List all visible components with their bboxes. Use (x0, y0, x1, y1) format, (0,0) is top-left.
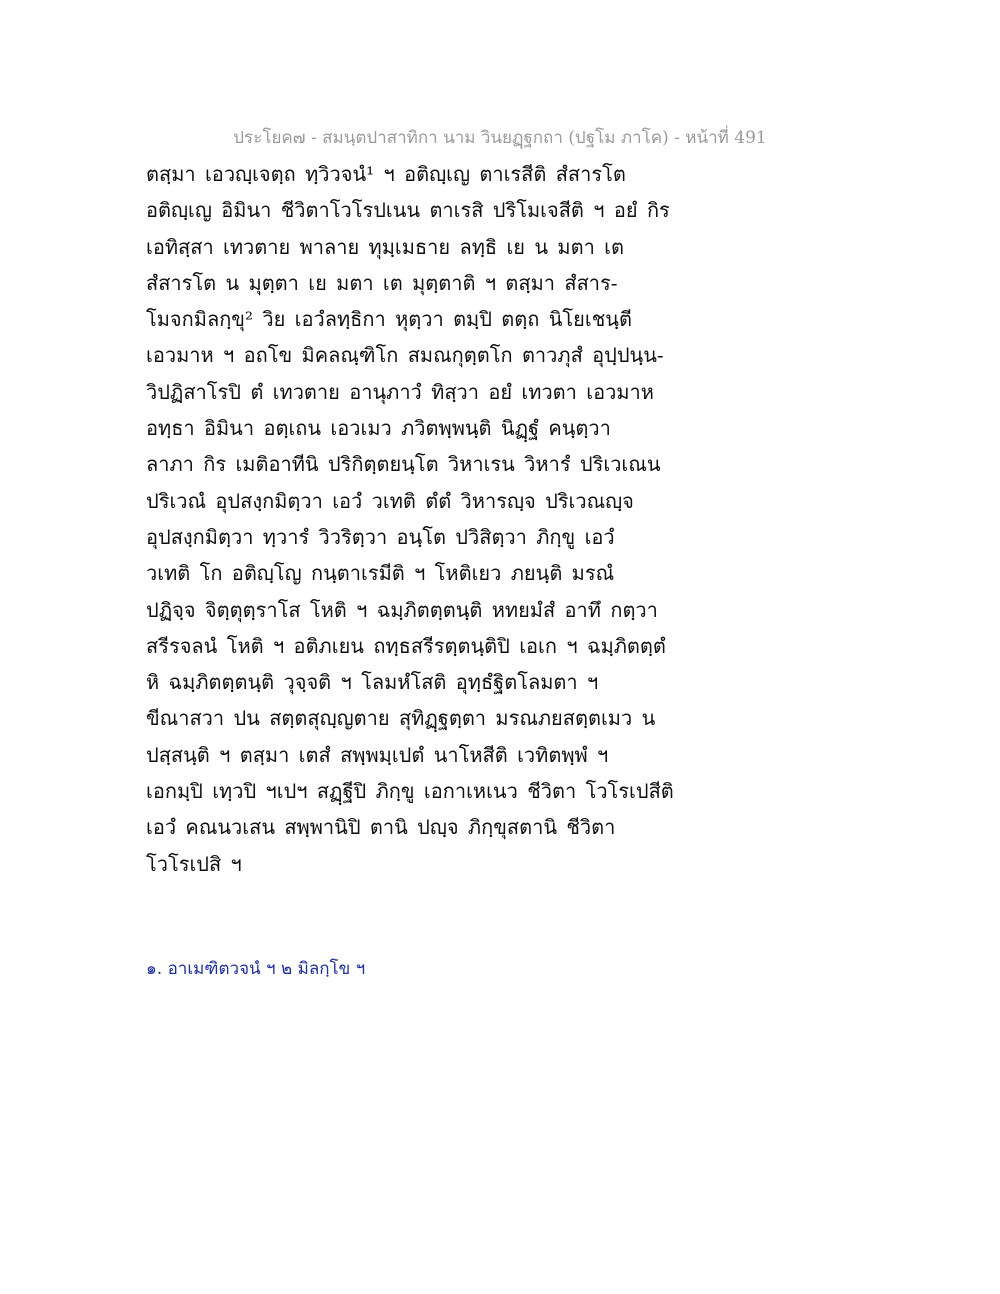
body-text (146, 156, 706, 882)
text-line: วเทติ โก อติญฺโญ กนฺตาเรมีติ ฯ โหติเยว ภยนฺติ มรณํ (146, 561, 615, 586)
text-line: อติญฺเญ อิมินา ชีวิตาโวโรปเนน ตาเรสิ ปริโมเจสีติ ฯ อยํ กิร (146, 198, 670, 223)
text-line: ปสฺสนฺติ ฯ ตสฺมา เตสํ สพฺพมฺเปตํ นาโหสีติ เวทิตพฺพํ ฯ (146, 742, 609, 767)
text-line: ปริเวณํ อุปสงฺกมิตฺวา เอวํ วเทติ ตํตํ วิหารญฺจ ปริเวณญฺจ (146, 488, 634, 513)
text-line: วิปฏิสาโรปิ ตํ เทวตาย อานุภาวํ ทิสฺวา อยํ เทวตา เอวมาห (146, 379, 654, 404)
text-line: สํสารโต น มุตฺตา เย มตา เต มุตฺตาติ ฯ ตสฺมา สํสาร- (146, 270, 618, 295)
text-line: โวโรเปสิ ฯ (146, 851, 242, 876)
text-line: ปฏิจฺจ จิตฺตุตฺราโส โหติ ฯ ฉมฺภิตตฺตนฺติ หทยมํสํ อาทึ กตฺวา (146, 597, 658, 622)
text-line: อทฺธา อิมินา อตฺเถน เอวเมว ภวิตพฺพนฺติ นิฏฺฐํ คนฺตฺวา (146, 416, 611, 441)
running-head: ประโยค๗ - สมนฺตปาสาทิกา นาม วินยฏฺฐกถา (ปฐโม ภาโค) - หน้าที่ 491 (233, 128, 767, 148)
text-line: ขีณาสวา ปน สตฺตสุญฺญตาย สุทิฏฺฐตฺตา มรณภยสตฺตเมว น (146, 706, 656, 731)
text-line: โมจกมิลกฺขุ² วิย เอวํลทฺธิกา หุตฺวา ตมฺปิ ตตฺถ นิโยเชนฺตี (146, 307, 632, 332)
footnote: ๑. อาเมฑิตวจนํ ฯ ๒ มิลกฺโข ฯ (146, 959, 366, 979)
text-line: ลาภา กิร เมติอาทีนิ ปริกิตฺตยนฺโต วิหาเรน วิหารํ ปริเวเณน (146, 452, 661, 477)
text-line: เอวมาห ฯ อถโข มิคลณฺฑิโก สมณกุตฺตโก ตาวภุสํ อุปฺปนฺน- (146, 343, 664, 368)
text-line: สรีรจลนํ โหติ ฯ อติภเยน ถทฺธสรีรตฺตนฺติปิ เอเก ฯ ฉมฺภิตตฺตํ (146, 633, 666, 658)
text-line: หิ ฉมฺภิตตฺตนฺติ วุจฺจติ ฯ โลมหํโสติ อุทฺธํฐิตโลมตา ฯ (146, 670, 599, 695)
text-line: เอวํ คณนวเสน สพฺพานิปิ ตานิ ปญฺจ ภิกฺขุสตานิ ชีวิตา (146, 815, 616, 840)
text-line: เอกมฺปิ เทฺวปิ ฯเปฯ สฏฺฐีปิ ภิกฺขู เอกาเหเนว ชีวิตา โวโรเปสีติ (146, 779, 674, 804)
text-line: ตสฺมา เอวญฺเจตฺถ ทฺวิวจนํ¹ ฯ อติญฺเญ ตาเรสีติ สํสารโต (146, 162, 626, 186)
text-line: อุปสงฺกมิตฺวา ทฺวารํ วิวริตฺวา อนฺโต ปวิสิตฺวา ภิกฺขู เอวํ (146, 524, 615, 549)
text-line: เอทิสฺสา เทวตาย พาลาย ทุมฺเมธาย ลทฺธิ เย น มตา เต (146, 234, 624, 259)
